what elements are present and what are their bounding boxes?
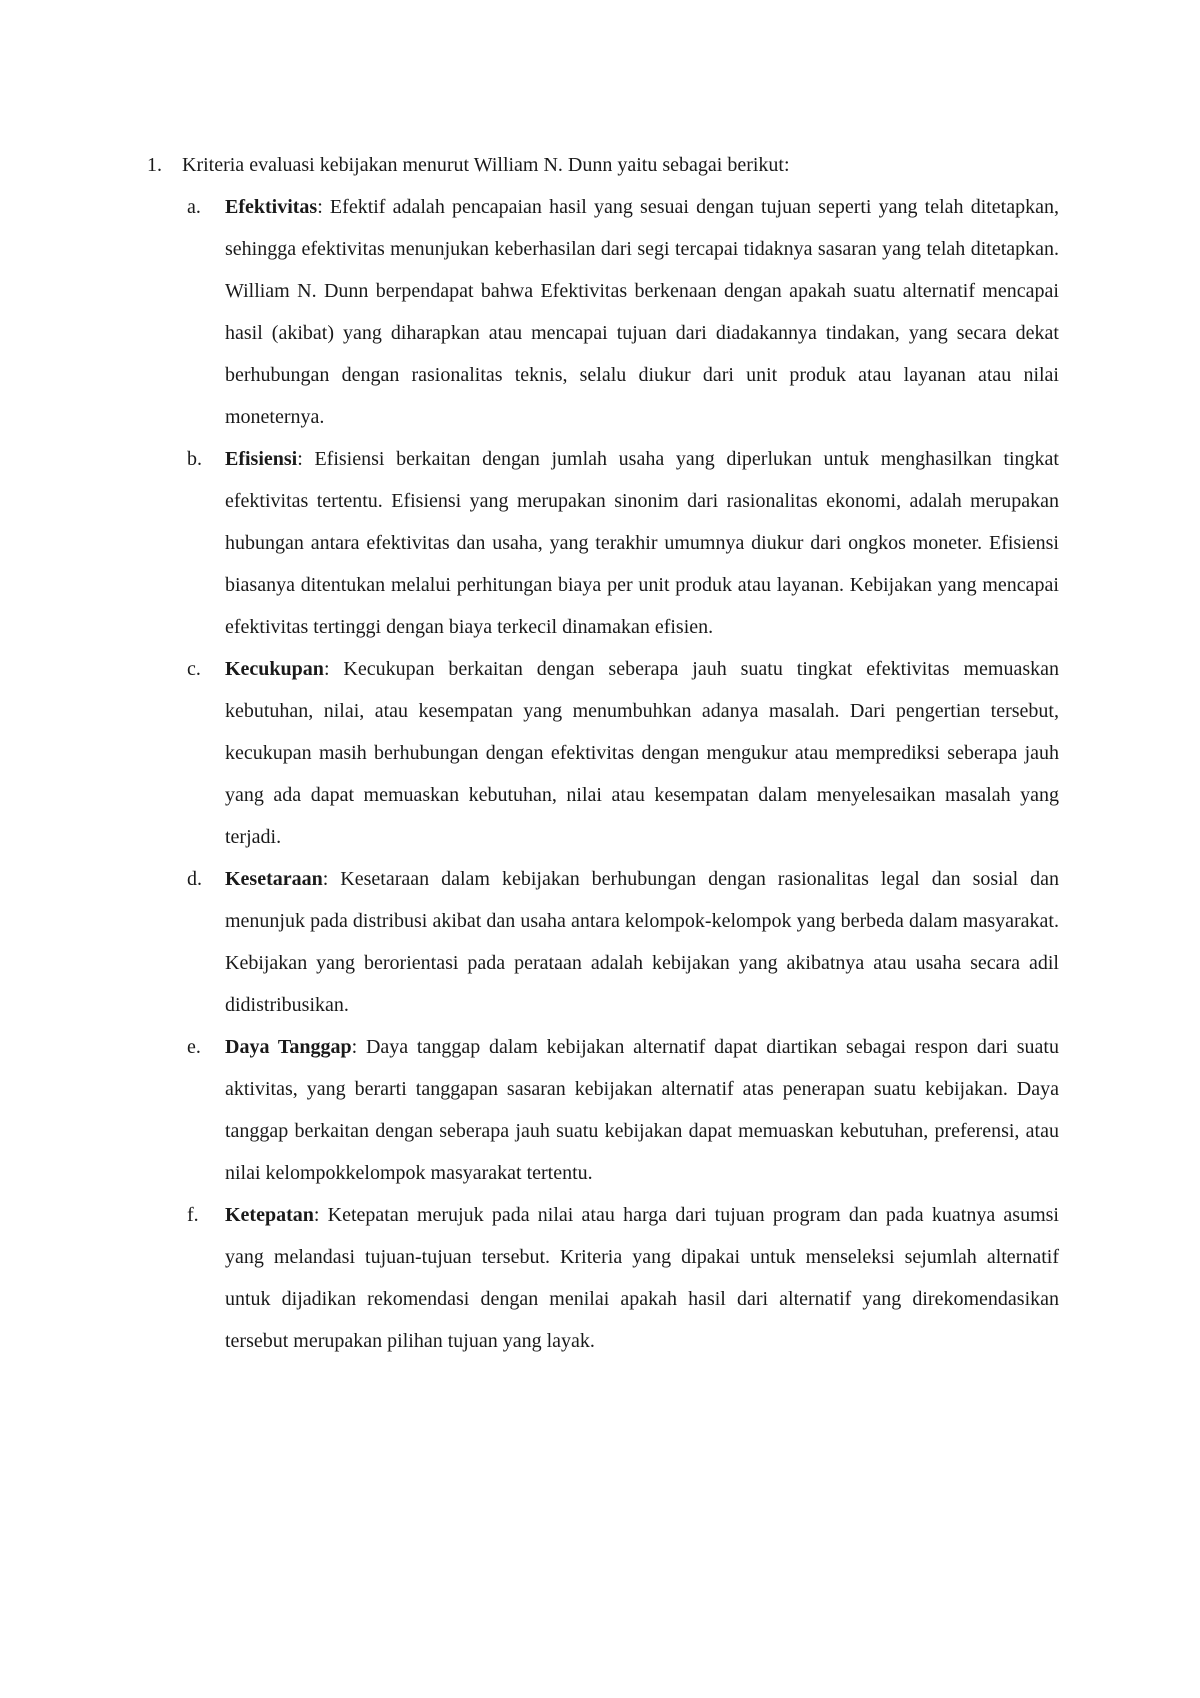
- criterion-efisiensi: [187, 438, 1059, 648]
- criterion-letter: c.: [187, 658, 201, 680]
- criterion-letter: a.: [187, 196, 201, 218]
- criterion-text: : Kecukupan berkaitan dengan seberapa jauh suatu tingkat efektivitas memuaskan kebutuhan, nilai, atau kesempatan yang menumbuhkan adanya masalah. Dari pengertian tersebut, kecukupan masih berhubungan dengan efektivitas dengan mengukur atau memprediksi seberapa jauh yang ada dapat memuaskan kebutuhan, nilai atau kesempatan dalam menyelesaikan masalah yang terjadi.: [225, 658, 1059, 848]
- criterion-term: Ketepatan: [225, 1204, 314, 1226]
- criterion-text: : Efisiensi berkaitan dengan jumlah usaha yang diperlukan untuk menghasilkan tingkat efektivitas tertentu. Efisiensi yang merupakan sinonim dari rasionalitas ekonomi, adalah merupakan hubungan antara efektivitas dan usaha, yang terakhir umumnya diukur dari ongkos moneter. Efisiensi biasanya ditentukan melalui perhitungan biaya per unit produk atau layanan. Kebijakan yang mencapai efektivitas tertinggi dengan biaya terkecil dinamakan efisien.: [225, 448, 1059, 638]
- intro-text: Kriteria evaluasi kebijakan menurut William N. Dunn yaitu sebagai berikut:: [182, 154, 790, 176]
- criterion-paragraph: [225, 858, 1059, 1026]
- criteria-sub-list: [187, 186, 1059, 1362]
- criterion-term: Daya Tanggap: [225, 1036, 352, 1058]
- criterion-text: : Kesetaraan dalam kebijakan berhubungan dengan rasionalitas legal dan sosial dan menunjuk pada distribusi akibat dan usaha antara kelompok-kelompok yang berbeda dalam masyarakat. Kebijakan yang berorientasi pada perataan adalah kebijakan yang akibatnya atau usaha secara adil didistribusikan.: [225, 868, 1059, 1016]
- list-item-1: [147, 144, 1059, 186]
- criterion-term: Kecukupan: [225, 658, 324, 680]
- criterion-efektivitas: [187, 186, 1059, 438]
- criterion-letter: e.: [187, 1036, 201, 1058]
- criterion-kecukupan: [187, 648, 1059, 858]
- criterion-text: : Daya tanggap dalam kebijakan alternatif dapat diartikan sebagai respon dari suatu aktivitas, yang berarti tanggapan sasaran kebijakan alternatif atas penerapan suatu kebijakan. Daya tanggap berkaitan dengan seberapa jauh suatu kebijakan dapat memuaskan kebutuhan, preferensi, atau nilai kelompokkelompok masyarakat tertentu.: [225, 1036, 1059, 1184]
- criterion-paragraph: [225, 648, 1059, 858]
- criterion-term: Efektivitas: [225, 196, 318, 218]
- criterion-letter: b.: [187, 448, 202, 470]
- criterion-daya-tanggap: [187, 1026, 1059, 1194]
- criterion-paragraph: [225, 1026, 1059, 1194]
- criterion-kesetaraan: [187, 858, 1059, 1026]
- criterion-paragraph: [225, 186, 1059, 438]
- criteria-list: [147, 144, 1059, 1362]
- criterion-term: Kesetaraan: [225, 868, 323, 890]
- criterion-term: Efisiensi: [225, 448, 298, 470]
- criterion-letter: d.: [187, 868, 202, 890]
- criterion-ketepatan: [187, 1194, 1059, 1362]
- criterion-text: : Efektif adalah pencapaian hasil yang sesuai dengan tujuan seperti yang telah ditetapkan, sehingga efektivitas menunjukan keberhasilan dari segi tercapai tidaknya sasaran yang telah ditetapkan. William N. Dunn berpendapat bahwa Efektivitas berkenaan dengan apakah suatu alternatif mencapai hasil (akibat) yang diharapkan atau mencapai tujuan dari diadakannya tindakan, yang secara dekat berhubungan dengan rasionalitas teknis, selalu diukur dari unit produk atau layanan atau nilai moneternya.: [225, 196, 1059, 428]
- item-number: 1.: [147, 154, 162, 176]
- criterion-paragraph: [225, 438, 1059, 648]
- criterion-paragraph: [225, 1194, 1059, 1362]
- criterion-text: : Ketepatan merujuk pada nilai atau harga dari tujuan program dan pada kuatnya asumsi yang melandasi tujuan-tujuan tersebut. Kriteria yang dipakai untuk menseleksi sejumlah alternatif untuk dijadikan rekomendasi dengan menilai apakah hasil dari alternatif yang direkomendasikan tersebut merupakan pilihan tujuan yang layak.: [225, 1204, 1059, 1352]
- criterion-letter: f.: [187, 1204, 199, 1226]
